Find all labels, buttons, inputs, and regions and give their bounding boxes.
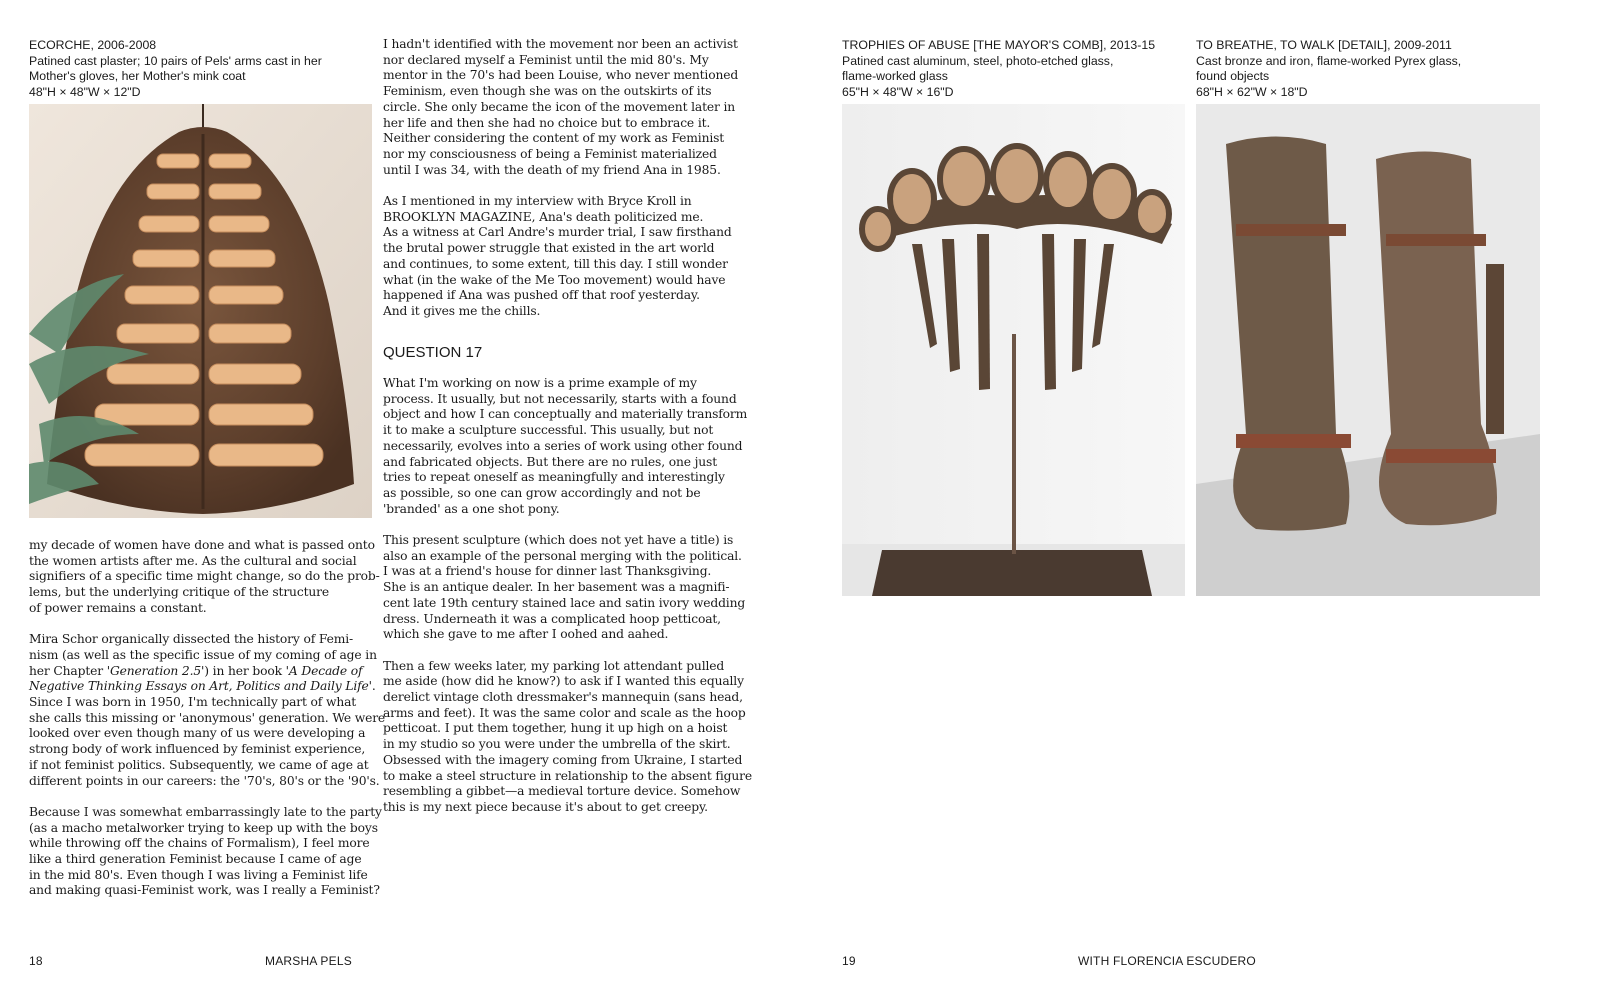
text-line: mentor in the 70's had been Louise, who never mentioned <box>383 68 739 83</box>
text-line: This present sculpture (which does not yet have a title) is <box>383 533 734 548</box>
text-line: dress. Underneath it was a complicated hoop petticoat, <box>383 611 721 626</box>
column-1-text <box>29 538 386 915</box>
text-line: I was at a friend's house for dinner last Thanksgiving. <box>383 564 712 579</box>
page-number: 18 <box>29 954 43 968</box>
paragraph <box>383 376 748 517</box>
text-line: object and how I can conceptually and materially transform <box>383 407 748 422</box>
text-line: BROOKLYN MAGAZINE, Ana's death politicized me. <box>383 209 704 224</box>
text-line: Neither considering the content of my work as Feminist <box>383 131 725 146</box>
text-line: Then a few weeks later, my parking lot attendant pulled <box>383 658 725 673</box>
text-line: lems, but the underlying critique of the structure <box>29 585 329 600</box>
text-line: tries to repeat oneself as meaningfully and interestingly <box>383 470 725 485</box>
text-line: resembling a gibbet—a medieval torture device. Somehow <box>383 784 741 799</box>
text-line: me aside (how did he know?) to ask if I wanted this equally <box>383 674 744 689</box>
text-line: strong body of work influenced by feminist experience, <box>29 742 366 757</box>
mayors-comb-image <box>842 104 1185 596</box>
artwork-medium-line: Cast bronze and iron, flame-worked Pyrex glass, <box>1196 53 1462 68</box>
text-line: her life and then she had no choice but to embrace it. <box>383 115 711 130</box>
paragraph <box>383 658 752 816</box>
artwork-medium-line: flame-worked glass <box>842 69 948 84</box>
chapter-title: 'Generation 2.5' <box>106 663 205 678</box>
text-line: petticoat. I put them together, hung it up high on a hoist <box>383 721 728 736</box>
text-line: 'branded' as a one shot pony. <box>383 501 560 516</box>
paragraph <box>383 194 743 320</box>
text-line: and making quasi-Feminist work, was I really a Feminist? <box>29 883 380 898</box>
artwork-dimensions: 48"H × 48"W × 12"D <box>29 84 141 99</box>
text-line: arms and feet). It was the same color and scale as the hoop <box>383 705 746 720</box>
artwork-medium-line: Patined cast aluminum, steel, photo-etched glass, <box>842 53 1114 68</box>
text-line: I hadn't identified with the movement nor been an activist <box>383 37 738 51</box>
text-line: the women artists after me. As the cultural and social <box>29 553 357 568</box>
text-line: the brutal power struggle that existed in the art world <box>383 241 715 256</box>
text-span: . <box>371 679 376 694</box>
text-line: my decade of women have done and what is passed onto <box>29 538 375 552</box>
text-line: Since I was born in 1950, I'm technically part of what <box>29 695 357 710</box>
text-line: of power remains a constant. <box>29 600 207 615</box>
text-line: this is my next piece because it's about to get creepy. <box>383 799 708 814</box>
right-page <box>790 0 1599 988</box>
text-line: (as a macho metalworker trying to keep up with the boys <box>29 820 378 835</box>
book-title: 'A Decade of <box>285 663 363 678</box>
text-line: what (in the wake of the Me Too movement) would have <box>383 272 726 287</box>
text-line: in the mid 80's. Even though I was living a Feminist life <box>29 867 368 882</box>
text-line: As a witness at Carl Andre's murder trial, I saw firsthand <box>383 225 732 240</box>
boots-photo <box>1196 104 1540 596</box>
text-line: which she gave to me after I oohed and aahed. <box>383 627 669 642</box>
text-line: looked over even though many of us were developing a <box>29 726 366 741</box>
text-line: As I mentioned in my interview with Bryce Kroll in <box>383 194 692 209</box>
page-number: 19 <box>842 954 856 968</box>
column-2-text-top <box>383 37 743 335</box>
text-line: And it gives me the chills. <box>383 303 541 318</box>
text-line: derelict vintage cloth dressmaker's mannequin (sans head, <box>383 690 743 705</box>
text-line: process. It usually, but not necessarily, starts with a found <box>383 391 737 406</box>
ecorche-photo <box>29 104 372 518</box>
ecorche-caption <box>29 38 322 100</box>
to-breathe-caption <box>1196 38 1461 100</box>
question-heading: QUESTION 17 <box>383 344 483 361</box>
text-line <box>29 664 379 680</box>
text-line: it to make a sculpture successful. This usually, but not <box>383 423 714 438</box>
text-line: until I was 34, with the death of my friend Ana in 1985. <box>383 162 721 177</box>
text-span: her Chapter <box>29 663 107 678</box>
text-line: to make a steel structure in relationship to the absent figure <box>383 768 752 783</box>
text-line <box>29 679 379 695</box>
text-line: different points in our careers: the '70's, 80's or the '90's. <box>29 773 380 788</box>
text-line: cent late 19th century stained lace and satin ivory wedding <box>383 595 746 610</box>
text-line: also an example of the personal merging with the political. <box>383 548 742 563</box>
text-line: if not feminist politics. Subsequently, we came of age at <box>29 757 369 772</box>
paragraph <box>29 538 379 617</box>
text-line: Because I was somewhat embarrassingly late to the party <box>29 804 382 819</box>
text-line: nor declared myself a Feminist until the mid 80's. My <box>383 52 709 67</box>
text-line: necessarily, evolves into a series of work using other found <box>383 438 743 453</box>
artwork-medium-line: found objects <box>1196 69 1270 84</box>
artwork-dimensions: 68"H × 62"W × 18"D <box>1196 84 1308 99</box>
left-page <box>0 0 790 988</box>
book-title: Negative Thinking Essays on Art, Politics and Daily Life' <box>29 679 372 694</box>
text-line: and fabricated objects. But there are no rules, one just <box>383 454 718 469</box>
text-line: Mira Schor organically dissected the history of Femi- <box>29 632 354 647</box>
paragraph <box>383 533 746 643</box>
paragraph <box>383 37 743 178</box>
text-line: nor my consciousness of being a Feminist materialized <box>383 146 717 161</box>
paragraph <box>29 804 382 899</box>
text-line: circle. She only became the icon of the movement later in <box>383 99 736 114</box>
ecorche-image <box>29 104 372 518</box>
artwork-dimensions: 65"H × 48"W × 16"D <box>842 84 954 99</box>
artwork-medium-line: Patined cast plaster; 10 pairs of Pels' arms cast in her <box>29 53 322 68</box>
mayors-comb-photo <box>842 104 1185 596</box>
text-line: nism (as well as the specific issue of my coming of age in <box>29 647 377 662</box>
column-2-text-bottom <box>383 376 752 831</box>
artwork-title: ECORCHE, 2006-2008 <box>29 38 157 52</box>
text-line: She is an antique dealer. In her basement was a magnifi- <box>383 580 730 595</box>
text-line: while throwing off the chains of Formalism), I feel more <box>29 836 370 851</box>
running-head: WITH FLORENCIA ESCUDERO <box>1078 954 1256 968</box>
running-head: MARSHA PELS <box>265 954 352 968</box>
boots-image <box>1196 104 1540 596</box>
text-line: What I'm working on now is a prime example of my <box>383 376 697 390</box>
text-span: ) in her book <box>204 663 286 678</box>
mayors-comb-caption <box>842 38 1155 100</box>
text-line: signifiers of a specific time might change, so do the prob- <box>29 569 380 584</box>
text-line: as possible, so one can grow accordingly and not be <box>383 485 701 500</box>
text-line: and continues, to some extent, till this day. I still wonder <box>383 256 728 271</box>
text-line: in my studio so you were under the umbrella of the skirt. <box>383 737 731 752</box>
artwork-title: TROPHIES OF ABUSE [THE MAYOR'S COMB], 2013-15 <box>842 38 1156 52</box>
text-line: Feminism, even though she was on the outskirts of its <box>383 84 712 99</box>
text-line: Obsessed with the imagery coming from Ukraine, I started <box>383 752 743 767</box>
paragraph <box>29 632 386 789</box>
text-line: she calls this missing or 'anonymous' generation. We were <box>29 710 386 725</box>
artwork-medium-line: Mother's gloves, her Mother's mink coat <box>29 69 246 84</box>
text-line: like a third generation Feminist because I came of age <box>29 852 362 867</box>
text-line: happened if Ana was pushed off that roof yesterday. <box>383 288 700 303</box>
artwork-title: TO BREATHE, TO WALK [DETAIL], 2009-2011 <box>1196 38 1452 52</box>
